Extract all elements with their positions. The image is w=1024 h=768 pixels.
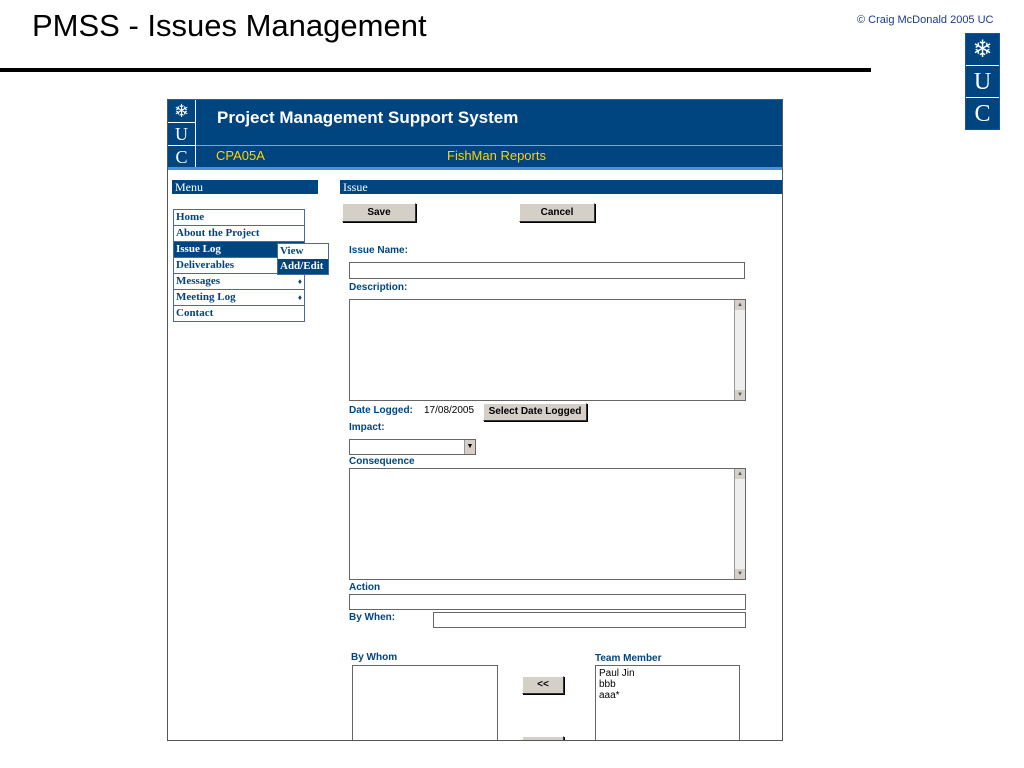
menu-item-label: Issue Log	[176, 243, 221, 255]
app-logo-letter-u: U	[168, 123, 195, 146]
chevron-down-icon[interactable]: ▼	[464, 440, 475, 454]
header-divider	[196, 145, 782, 146]
logo-letter-c: C	[974, 100, 991, 127]
submenu-item-add-edit[interactable]: Add/Edit	[278, 259, 328, 274]
logo-letter-u: U	[966, 66, 999, 98]
action-input[interactable]	[349, 594, 746, 610]
reports-link[interactable]: FishMan Reports	[447, 148, 546, 163]
scroll-up-icon[interactable]: ▲	[735, 469, 745, 479]
consequence-scrollbar[interactable]	[734, 469, 745, 579]
move-left-button[interactable]: <<	[522, 676, 564, 694]
uc-logo	[965, 33, 1000, 130]
by-whom-label: By Whom	[351, 652, 398, 663]
project-code: CPA05A	[216, 148, 265, 163]
submenu-arrow-icon: ♦	[297, 277, 302, 286]
submenu-arrow-icon: ♦	[297, 293, 302, 302]
issue-log-submenu	[277, 243, 329, 275]
issue-name-label: Issue Name:	[349, 245, 408, 256]
by-when-input[interactable]	[433, 612, 746, 628]
app-header	[168, 100, 782, 167]
impact-label: Impact:	[349, 422, 385, 433]
by-whom-list[interactable]	[352, 665, 498, 741]
header-stripe	[168, 167, 782, 170]
impact-select[interactable]	[349, 439, 476, 455]
scroll-down-icon[interactable]: ▼	[735, 390, 745, 400]
select-date-button[interactable]: Select Date Logged	[483, 403, 587, 421]
app-window	[167, 99, 783, 741]
menu-item-meeting-log[interactable]	[174, 290, 304, 306]
description-textarea[interactable]	[349, 299, 746, 401]
menu-item-deliverables[interactable]: Deliverables	[174, 258, 304, 274]
copyright-text: © Craig McDonald 2005 UC	[857, 14, 994, 26]
app-logo-letter-c: C	[175, 146, 188, 167]
snowflake-icon: ❄	[966, 34, 999, 66]
list-item[interactable]: aaa*	[599, 690, 620, 701]
move-right-button[interactable]	[522, 736, 564, 741]
date-logged-value: 17/08/2005	[424, 405, 475, 416]
list-item[interactable]: bbb	[599, 679, 616, 690]
save-button[interactable]: Save	[342, 203, 416, 222]
team-member-label: Team Member	[595, 653, 662, 664]
title-divider	[0, 68, 871, 72]
snowflake-icon: ❄	[168, 100, 195, 123]
cancel-button[interactable]: Cancel	[519, 203, 595, 222]
list-item[interactable]: Paul Jin	[599, 668, 635, 679]
scroll-up-icon[interactable]: ▲	[735, 300, 745, 310]
menu-item-label: Messages	[176, 275, 220, 287]
issue-heading: Issue	[340, 180, 782, 194]
consequence-label: Consequence	[349, 456, 415, 467]
description-scrollbar[interactable]	[734, 300, 745, 400]
menu-item-about[interactable]: About the Project	[174, 226, 304, 242]
app-title: Project Management Support System	[217, 108, 519, 127]
menu-item-messages[interactable]	[174, 274, 304, 290]
description-label: Description:	[349, 282, 408, 293]
by-when-label: By When:	[349, 612, 396, 623]
submenu-item-view[interactable]: View	[280, 245, 304, 257]
action-label: Action	[349, 582, 381, 593]
slide-title: PMSS - Issues Management	[32, 8, 427, 43]
team-member-list[interactable]	[595, 665, 740, 741]
consequence-textarea[interactable]	[349, 468, 746, 580]
menu-item-contact[interactable]: Contact	[174, 306, 304, 321]
menu-item-home[interactable]: Home	[174, 210, 304, 226]
date-logged-label: Date Logged:	[349, 405, 413, 416]
menu-heading: Menu	[172, 180, 318, 194]
scroll-down-icon[interactable]: ▼	[735, 569, 745, 579]
menu-item-label: Meeting Log	[176, 291, 236, 303]
app-logo	[168, 100, 196, 167]
issue-name-input[interactable]	[349, 262, 745, 279]
